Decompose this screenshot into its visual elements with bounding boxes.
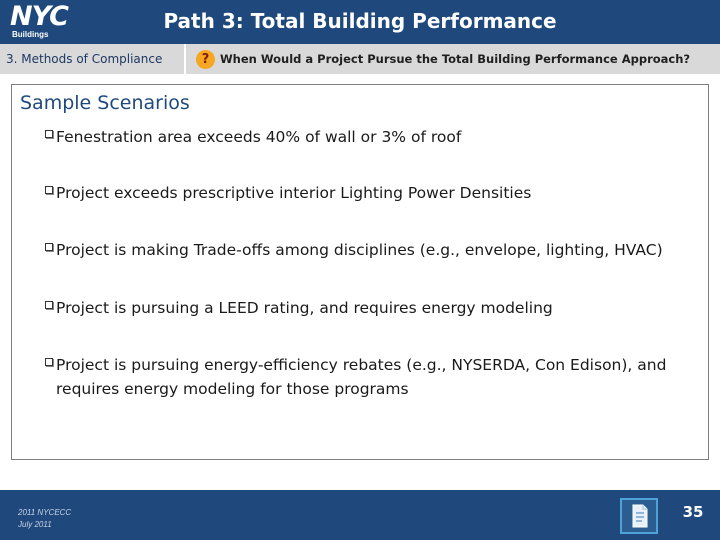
nyc-buildings-logo — [0, 0, 96, 44]
page-number: 35 — [682, 503, 704, 521]
footer-code-label: 2011 NYCECC — [18, 508, 72, 517]
footer-bar — [0, 490, 720, 540]
question-icon: ? — [196, 50, 215, 69]
checkbox-bullet-icon — [45, 130, 53, 138]
footer-date-label: July 2011 — [18, 520, 52, 529]
logo-subtext: Buildings — [12, 30, 49, 39]
bullet-text: Fenestration area exceeds 40% of wall or 3% of roof — [56, 128, 462, 146]
checkbox-bullet-icon — [45, 243, 53, 251]
logo-text: NYC — [10, 1, 69, 32]
document-icon[interactable] — [620, 498, 658, 534]
bullet-text: Project is pursuing energy-efficiency rebates (e.g., NYSERDA, Con Edison), and requires energy modeling for those programs — [56, 356, 667, 398]
checkbox-bullet-icon — [45, 358, 53, 366]
section-label: 3. Methods of Compliance — [0, 44, 186, 74]
content-box — [11, 84, 709, 460]
bullet-text: Project exceeds prescriptive interior Lighting Power Densities — [56, 184, 532, 202]
subheader-bar — [0, 44, 720, 74]
bullet-text: Project is pursuing a LEED rating, and requires energy modeling — [56, 299, 553, 317]
header-bar — [0, 0, 720, 44]
bullet-text: Project is making Trade-offs among disciplines (e.g., envelope, lighting, HVAC) — [56, 241, 663, 259]
checkbox-bullet-icon — [45, 186, 53, 194]
question-text: When Would a Project Pursue the Total Building Performance Approach? — [220, 52, 691, 66]
content-heading: Sample Scenarios — [20, 92, 190, 114]
page-title: Path 3: Total Building Performance — [163, 9, 557, 33]
checkbox-bullet-icon — [45, 301, 53, 309]
